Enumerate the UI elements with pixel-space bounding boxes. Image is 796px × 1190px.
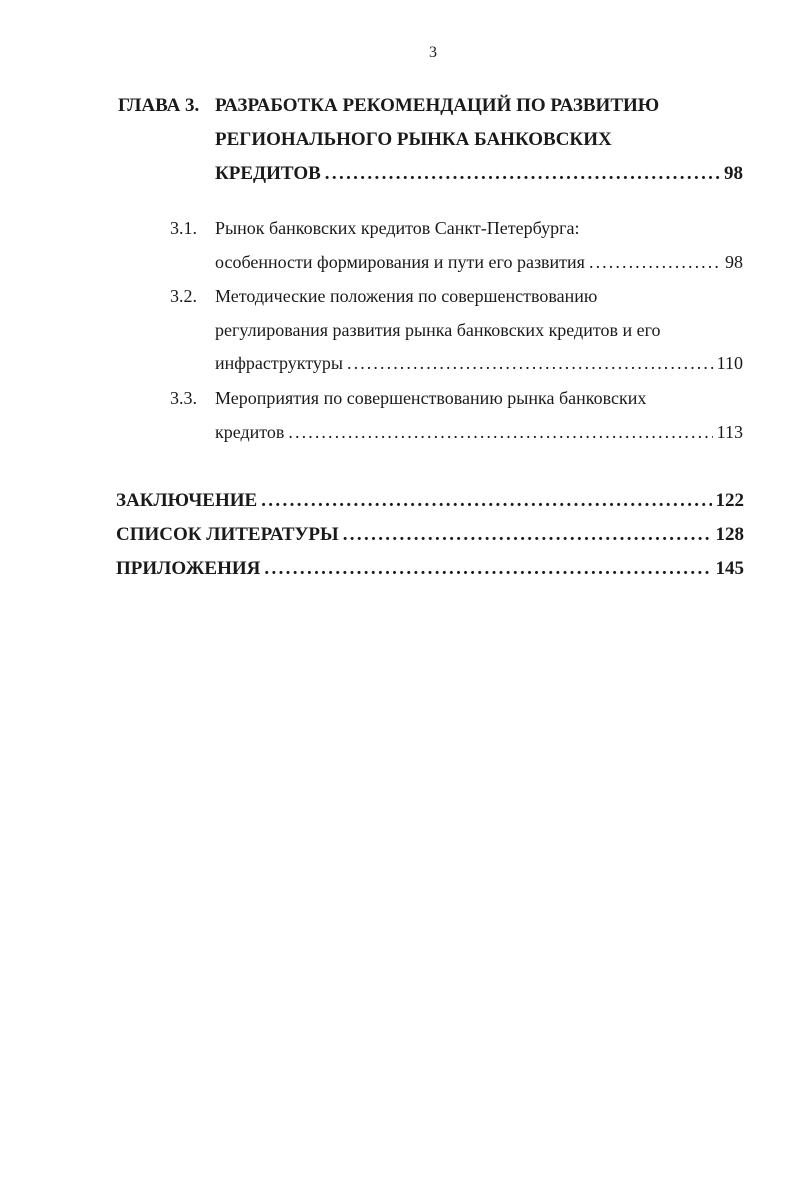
dot-leader [261,489,711,513]
section-3-2-page: 110 [716,353,743,373]
toc-entry-appendices[interactable] [116,557,744,581]
appendices-title: ПРИЛОЖЕНИЯ [116,558,261,579]
toc-entry-chapter-3[interactable] [215,162,743,186]
chapter-page: 98 [724,163,743,184]
section-3-3-page: 113 [716,422,743,442]
chapter-title-line-2: РЕГИОНАЛЬНОГО РЫНКА БАНКОВСКИХ [215,129,612,150]
dot-leader [264,557,711,581]
section-3-2-line-1: Методические положения по совершенствованию [215,286,598,306]
chapter-title-line-3: КРЕДИТОВ [215,163,321,184]
references-title: СПИСОК ЛИТЕРАТУРЫ [116,524,339,545]
dot-leader [343,523,712,547]
dot-leader [288,420,712,444]
page-number [0,44,796,62]
section-number-3-3: 3.3. [170,388,197,408]
section-3-2-line-2: регулирования развития рынка банковских кредитов и его [215,320,661,340]
toc-entry-references[interactable] [116,523,744,547]
conclusion-title: ЗАКЛЮЧЕНИЕ [116,490,258,511]
references-page: 128 [715,524,744,545]
section-3-1-page: 98 [725,252,743,272]
chapter-label: ГЛАВА 3. [118,95,200,116]
section-3-1-line-1: Рынок банковских кредитов Санкт-Петербурга: [215,218,580,238]
section-number-3-1: 3.1. [170,218,197,238]
section-number-3-2: 3.2. [170,286,197,306]
toc-entry-3-1[interactable] [215,250,743,274]
section-3-3-last-line: кредитов [215,422,285,442]
chapter-title-line-1: РАЗРАБОТКА РЕКОМЕНДАЦИЙ ПО РАЗВИТИЮ [215,95,660,116]
toc-entry-conclusion[interactable] [116,489,744,513]
conclusion-page: 122 [715,490,744,511]
section-3-1-last-line: особенности формирования и пути его развития [215,252,585,272]
toc-entry-3-3[interactable] [215,420,743,444]
section-3-3-line-1: Мероприятия по совершенствованию рынка банковских [215,388,647,408]
toc-entry-3-2[interactable] [215,351,743,375]
page-number-text: 3 [429,44,437,61]
appendices-page: 145 [715,558,744,579]
dot-leader [589,250,721,274]
section-3-2-last-line: инфраструктуры [215,353,343,373]
dot-leader [347,351,713,375]
dot-leader [325,162,720,186]
